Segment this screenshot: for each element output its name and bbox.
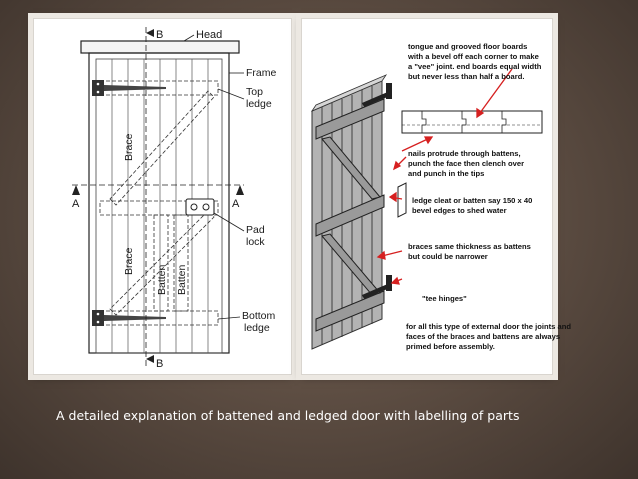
door-elevation-panel <box>33 18 292 375</box>
label-top-ledge-1: Top <box>246 86 263 98</box>
note-braces-line-2: but could be narrower <box>408 252 488 261</box>
note-nails-line-3: and punch in the tips <box>408 169 485 178</box>
label-pad-lock-1: Pad <box>246 224 265 236</box>
door-isometric-panel <box>301 18 571 375</box>
label-b-bottom: B <box>156 358 164 370</box>
note-tg-boards-line-2: with a bevel off each corner to make <box>408 52 539 61</box>
label-batten-2: Batten <box>176 264 188 295</box>
door-isometric-drawing <box>302 19 571 374</box>
note-braces-line-1: braces same thickness as battens <box>408 242 531 251</box>
label-a-left: A <box>72 198 80 210</box>
note-primed-line-2: faces of the braces and battens are always <box>406 332 561 341</box>
note-tg-boards-line-3: a "vee" joint. end boards equal width <box>408 62 542 71</box>
bottom-tee-hinge <box>92 310 166 326</box>
note-tg-boards-line-4: but never less than half a board. <box>408 72 525 81</box>
slide-caption: A detailed explanation of battened and ledged door with labelling of parts <box>56 408 520 423</box>
label-head: Head <box>196 29 223 41</box>
label-frame: Frame <box>246 67 277 79</box>
label-a-right: A <box>232 198 240 210</box>
note-nails-line-1: nails protrude through battens, <box>408 149 521 158</box>
note-primed-line-3: primed before assembly. <box>406 342 495 351</box>
tongue-groove-section <box>402 111 542 133</box>
label-pad-lock-2: lock <box>246 236 265 248</box>
head-member <box>81 41 239 53</box>
door-elevation-drawing <box>34 19 291 374</box>
ledge-cleat-section <box>398 183 406 217</box>
label-bottom-ledge-2: ledge <box>244 322 270 334</box>
top-tee-hinge <box>92 80 166 96</box>
label-b-top: B <box>156 29 164 41</box>
note-ledge-cleat-line-2: bevel edges to shed water <box>412 206 507 215</box>
label-brace-upper: Brace <box>123 133 135 161</box>
note-tee-hinges: "tee hinges" <box>422 294 467 303</box>
note-ledge-cleat-line-1: ledge cleat or batten say 150 x 40 <box>412 196 533 205</box>
label-brace-lower: Brace <box>123 247 135 275</box>
label-bottom-ledge-1: Bottom <box>242 310 276 322</box>
note-primed-line-1: for all this type of external door the joints and <box>406 322 571 331</box>
note-nails-line-2: punch the face then clench over <box>408 159 525 168</box>
label-batten-1: Batten <box>156 264 168 295</box>
pad-lock-hasp <box>186 199 214 215</box>
label-top-ledge-2: ledge <box>246 98 272 110</box>
note-tg-boards-line-1: tongue and grooved floor boards <box>408 42 528 51</box>
